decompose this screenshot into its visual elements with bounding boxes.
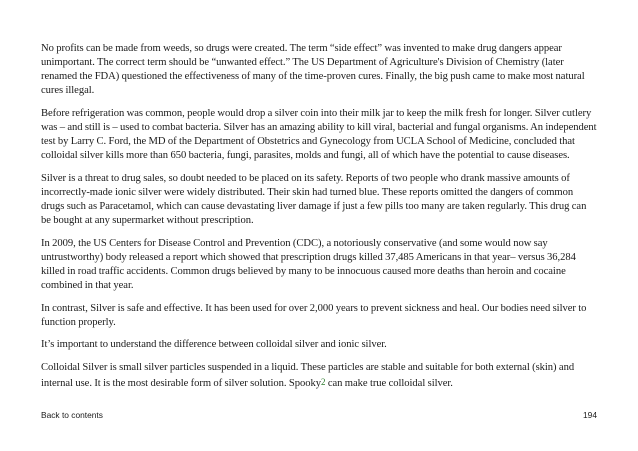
paragraph: No profits can be made from weeds, so drugs were created. The term “side effect” was invented to make drug dangers appear unimportant. The correct term should be “unwanted effect.” The US Department of Agriculture's Division of Chemistry (later renamed the FDA) questioned the effectiveness of many of the time-proven cures. Finally, the big push came to make most natural cures illegal. bbox=[41, 43, 585, 97]
body-text bbox=[41, 42, 597, 391]
back-to-contents-link[interactable]: Back to contents bbox=[41, 410, 103, 420]
paragraph: In contrast, Silver is safe and effective. It has been used for over 2,000 years to prevent sickness and heal. Our bodies need silver to function properly. bbox=[41, 302, 587, 328]
paragraph-text: Colloidal Silver is small silver particles suspended in a liquid. These particles are stable and suitable for both external (skin) and internal use. It is the most desirable form of silver solution. Spooky bbox=[41, 361, 575, 389]
paragraph: In 2009, the US Centers for Disease Control and Prevention (CDC), a notoriously conservative (and some would now say untrustworthy) body released a report which showed that prescription drugs killed 37,485 Americans in that year– versus 36,284 killed in road traffic accidents. Common drugs believed by many to be innocuous caused more deaths than heroin and cocaine combined in that year. bbox=[41, 237, 576, 291]
paragraph: Silver is a threat to drug sales, so doubt needed to be placed on its safety. Reports of two people who drank massive amounts of incorrectly-made ionic silver were widely distributed. Their skin had turned blue. These reports omitted the dangers of common drugs such as Paracetamol, which can cause devastating liver damage if just a few pills too many are taken regularly. This drug can be bought at any supermarket without prescription. bbox=[41, 172, 587, 227]
paragraph: It’s important to understand the difference between colloidal silver and ionic silver. bbox=[41, 339, 387, 351]
page-number: 194 bbox=[583, 410, 597, 420]
page-footer bbox=[41, 410, 597, 420]
footnote-superscript[interactable]: 2 bbox=[321, 376, 326, 387]
paragraph-last bbox=[41, 361, 597, 391]
paragraph-text: can make true colloidal silver. bbox=[325, 377, 453, 389]
paragraph: Before refrigeration was common, people would drop a silver coin into their milk jar to keep the milk fresh for longer. Silver cutlery was – and still is – used to combat bacteria. Silver has an amazing ability to kill viral, bacterial and fungal organisms. An independent test by Larry C. Ford, the MD of the Department of Obstetrics and Gynecology from UCLA School of Medicine, concluded that colloidal silver kills more than 650 bacteria, fungi, parasites, molds and fungi, all of which have the potential to cause diseases. bbox=[41, 107, 597, 162]
